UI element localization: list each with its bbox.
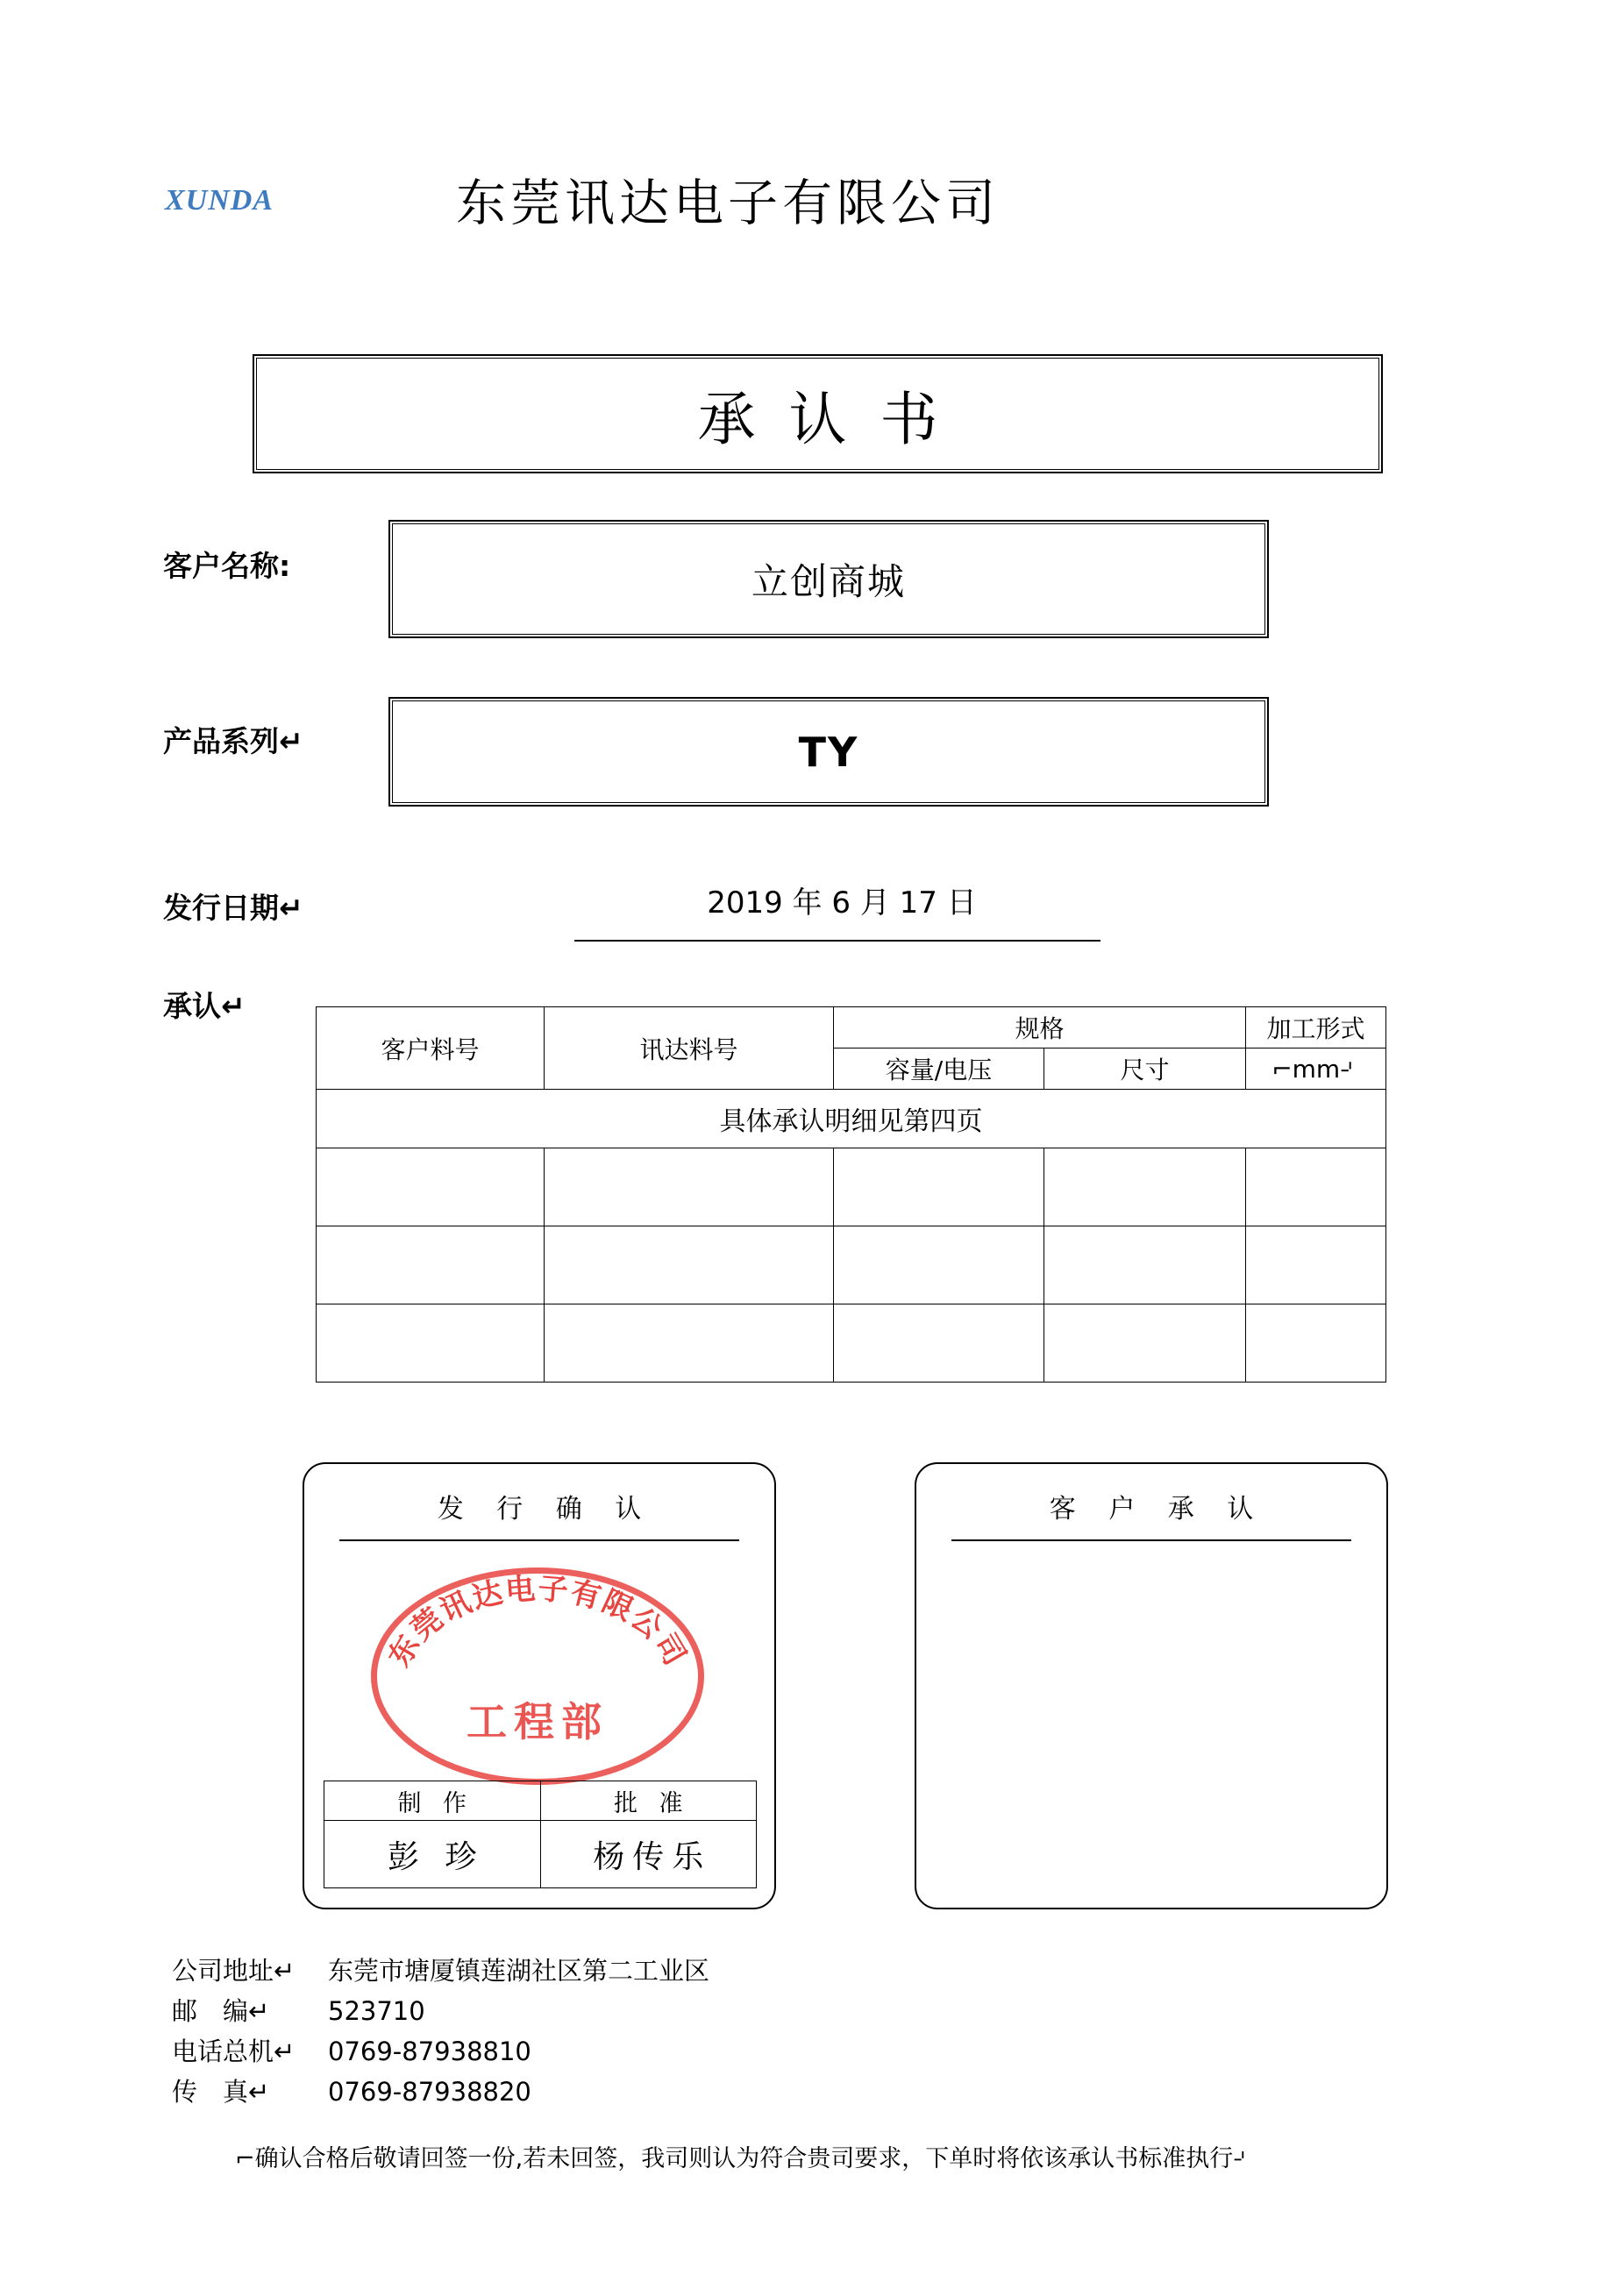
table-cell <box>545 1304 834 1383</box>
seal-ellipse <box>371 1567 704 1785</box>
product-series-label: 产品系列↵ <box>163 724 303 758</box>
footer-row-address <box>172 1951 709 1991</box>
header-process-form: 加工形式 <box>1246 1007 1386 1048</box>
product-series-box <box>388 697 1269 807</box>
customer-confirmation-divider <box>951 1539 1351 1541</box>
seal-arc-text <box>371 1567 704 1785</box>
table-cell <box>317 1148 545 1226</box>
document-title-inner-border <box>256 358 1379 470</box>
company-logo-text: XUNDA <box>165 184 274 217</box>
table-note-row <box>317 1090 1386 1148</box>
table-cell <box>317 1304 545 1383</box>
table-row <box>317 1304 1386 1383</box>
document-title-box <box>253 354 1383 473</box>
header-spec-group: 规格 <box>834 1007 1246 1048</box>
footer-label-postcode: 邮 编↵ <box>172 1996 270 2026</box>
signature-column-maker: 制 作 <box>324 1781 541 1821</box>
customer-name-box <box>388 520 1269 638</box>
issue-date-label: 发行日期↵ <box>163 891 303 925</box>
header-size: 尺寸 <box>1044 1048 1246 1090</box>
header-capacity-voltage: 容量/电压 <box>834 1048 1044 1090</box>
table-header-row-1 <box>317 1007 1386 1048</box>
footer-value-postcode: 523710 <box>328 1996 425 2026</box>
table-cell <box>834 1226 1044 1304</box>
customer-confirmation-title: 客 户 承 认 <box>1049 1494 1266 1525</box>
svg-text:东莞讯达电子有限公司: 东莞讯达电子有限公司 <box>381 1571 694 1674</box>
footer-label-address: 公司地址↵ <box>172 1956 296 1986</box>
issue-date-value: 2019 年 6 月 17 日 <box>707 885 977 921</box>
footer-label-phone: 电话总机↵ <box>172 2037 296 2066</box>
footer-note: ⌐确认合格后敬请回签一份,若未回签，我司则认为符合贵司要求，下单时将依该承认书标准执行⌏ <box>235 2145 1253 2172</box>
header-xunda-part: 讯达料号 <box>545 1007 834 1090</box>
table-note-cell: 具体承认明细见第四页 <box>317 1090 1386 1148</box>
issue-confirmation-table <box>324 1781 757 1888</box>
header-process-unit: ⌐mm⌏ <box>1246 1048 1386 1090</box>
company-name: 东莞讯达电子有限公司 <box>456 174 1000 232</box>
product-series-value: TY <box>798 728 859 776</box>
table-cell <box>834 1148 1044 1226</box>
footer-value-phone: 0769-87938810 <box>328 2037 531 2066</box>
footer-value-address: 东莞市塘厦镇莲湖社区第二工业区 <box>328 1956 710 1986</box>
footer-row-phone <box>172 2031 709 2072</box>
table-cell <box>1044 1226 1246 1304</box>
issue-confirmation-title: 发 行 确 认 <box>437 1494 654 1525</box>
issue-confirmation-divider <box>339 1539 739 1541</box>
table-cell <box>1246 1226 1386 1304</box>
table-cell <box>834 1304 1044 1383</box>
table-row <box>317 1148 1386 1226</box>
table-cell <box>1044 1148 1246 1226</box>
table-cell <box>1246 1148 1386 1226</box>
footer-row-fax <box>172 2072 709 2112</box>
table-cell <box>317 1226 545 1304</box>
issue-date-underline <box>574 940 1100 942</box>
approval-label: 承认↵ <box>163 989 246 1023</box>
document-title: 承认书 <box>697 385 972 453</box>
footer-contact-block <box>172 1951 709 2112</box>
table-cell <box>545 1148 834 1226</box>
table-cell <box>545 1226 834 1304</box>
company-seal-stamp <box>371 1567 704 1785</box>
customer-name-value: 立创商城 <box>751 559 906 603</box>
signature-value-approver: 杨传乐 <box>540 1821 757 1888</box>
header-customer-part: 客户料号 <box>317 1007 545 1090</box>
signature-column-approver: 批 准 <box>540 1781 757 1821</box>
footer-label-fax: 传 真↵ <box>172 2077 270 2107</box>
signature-header-row <box>324 1781 757 1821</box>
issue-confirmation-panel <box>303 1462 776 1909</box>
signature-value-maker: 彭 珍 <box>324 1821 541 1888</box>
signature-value-row <box>324 1821 757 1888</box>
specification-table <box>316 1006 1386 1383</box>
footer-value-fax: 0769-87938820 <box>328 2077 531 2107</box>
table-cell <box>1044 1304 1246 1383</box>
seal-department-text: 工程部 <box>467 1698 609 1745</box>
footer-row-postcode <box>172 1991 709 2031</box>
customer-name-label: 客户名称: <box>163 549 291 583</box>
customer-confirmation-panel <box>915 1462 1388 1909</box>
table-row <box>317 1226 1386 1304</box>
table-cell <box>1246 1304 1386 1383</box>
